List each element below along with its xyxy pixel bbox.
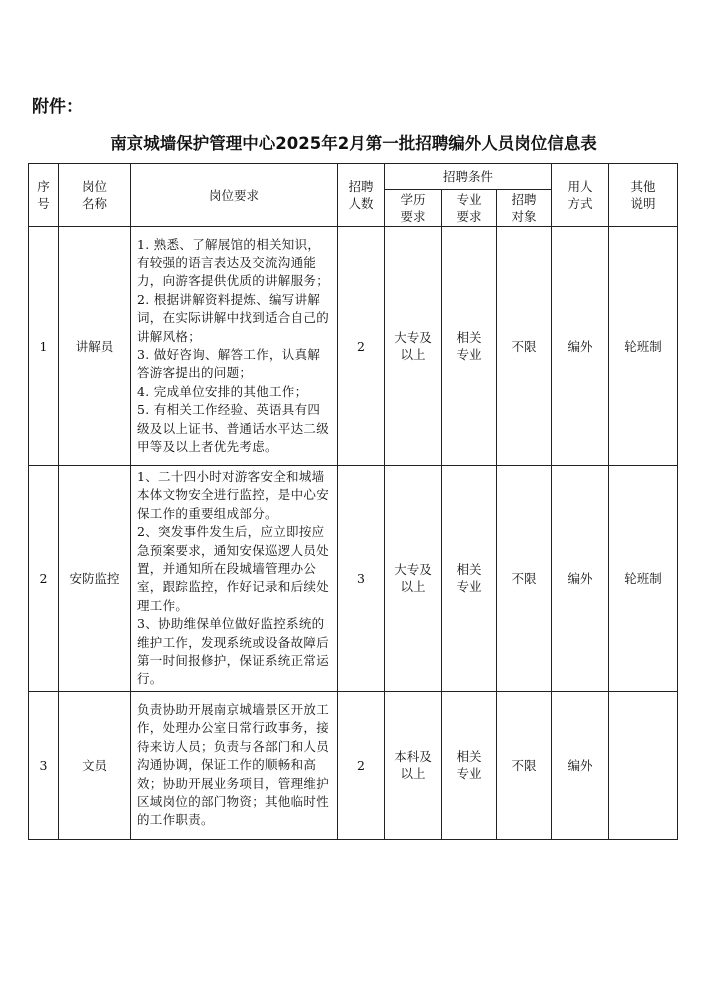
cell-count: 2 [338, 691, 385, 839]
cell-count: 2 [338, 227, 385, 466]
positions-table [28, 163, 678, 840]
header-method: 用人 方式 [552, 164, 609, 227]
cell-edu: 大专及 以上 [385, 227, 442, 466]
cell-method: 编外 [552, 227, 609, 466]
header-conditions: 招聘条件 [385, 164, 552, 190]
cell-no: 2 [29, 466, 59, 692]
cell-target: 不限 [497, 227, 552, 466]
cell-name: 文员 [59, 691, 131, 839]
header-major: 专业 要求 [442, 190, 497, 227]
cell-no: 1 [29, 227, 59, 466]
header-note: 其他 说明 [609, 164, 678, 227]
header-count: 招聘 人数 [338, 164, 385, 227]
cell-target: 不限 [497, 691, 552, 839]
cell-name: 讲解员 [59, 227, 131, 466]
attachment-label: 附件： [32, 97, 83, 117]
cell-req: 1、二十四小时对游客安全和城墙本体文物安全进行监控，是中心安保工作的重要组成部分。 2、突发事件发生后，应立即按应急预案要求，通知安保巡逻人员处置，并通知所在段城墙管理办公室，跟踪监控，作好记录和后续处理工作。 3、协助维保单位做好监控系统的维护工作，发现系统或设备故障后第一时间报修护，保证系统正常运行。 [131, 466, 338, 692]
cell-major: 相关 专业 [442, 227, 497, 466]
cell-edu: 大专及 以上 [385, 466, 442, 692]
cell-method: 编外 [552, 466, 609, 692]
cell-note: 轮班制 [609, 227, 678, 466]
header-name: 岗位 名称 [59, 164, 131, 227]
header-req: 岗位要求 [131, 164, 338, 227]
cell-count: 3 [338, 466, 385, 692]
header-target: 招聘 对象 [497, 190, 552, 227]
header-no: 序 号 [29, 164, 59, 227]
cell-major: 相关 专业 [442, 691, 497, 839]
cell-name: 安防监控 [59, 466, 131, 692]
cell-req: 负责协助开展南京城墙景区开放工作，处理办公室日常行政事务，接待来访人员；负责与各部门和人员沟通协调，保证工作的顺畅和高效；协助开展业务项目，管理维护区域岗位的部门物资；其他临时性的工作职责。 [131, 691, 338, 839]
cell-target: 不限 [497, 466, 552, 692]
cell-major: 相关 专业 [442, 466, 497, 692]
table-row [29, 466, 678, 692]
table-row [29, 227, 678, 466]
cell-req: 1. 熟悉、了解展馆的相关知识，有较强的语言表达及交流沟通能力，向游客提供优质的讲解服务； 2. 根据讲解资料提炼、编写讲解词，在实际讲解中找到适合自己的讲解风格； 3. 做好咨询、解答工作，认真解答游客提出的问题； 4. 完成单位安排的其他工作； 5. 有相关工作经验、英语具有四级及以上证书、普通话水平达二级甲等及以上者优先考虑。 [131, 227, 338, 466]
cell-note: 轮班制 [609, 466, 678, 692]
page-title: 南京城墙保护管理中心2025年2月第一批招聘编外人员岗位信息表 [110, 134, 597, 153]
cell-note [609, 691, 678, 839]
cell-edu: 本科及 以上 [385, 691, 442, 839]
cell-no: 3 [29, 691, 59, 839]
table-row [29, 691, 678, 839]
header-edu: 学历 要求 [385, 190, 442, 227]
cell-method: 编外 [552, 691, 609, 839]
